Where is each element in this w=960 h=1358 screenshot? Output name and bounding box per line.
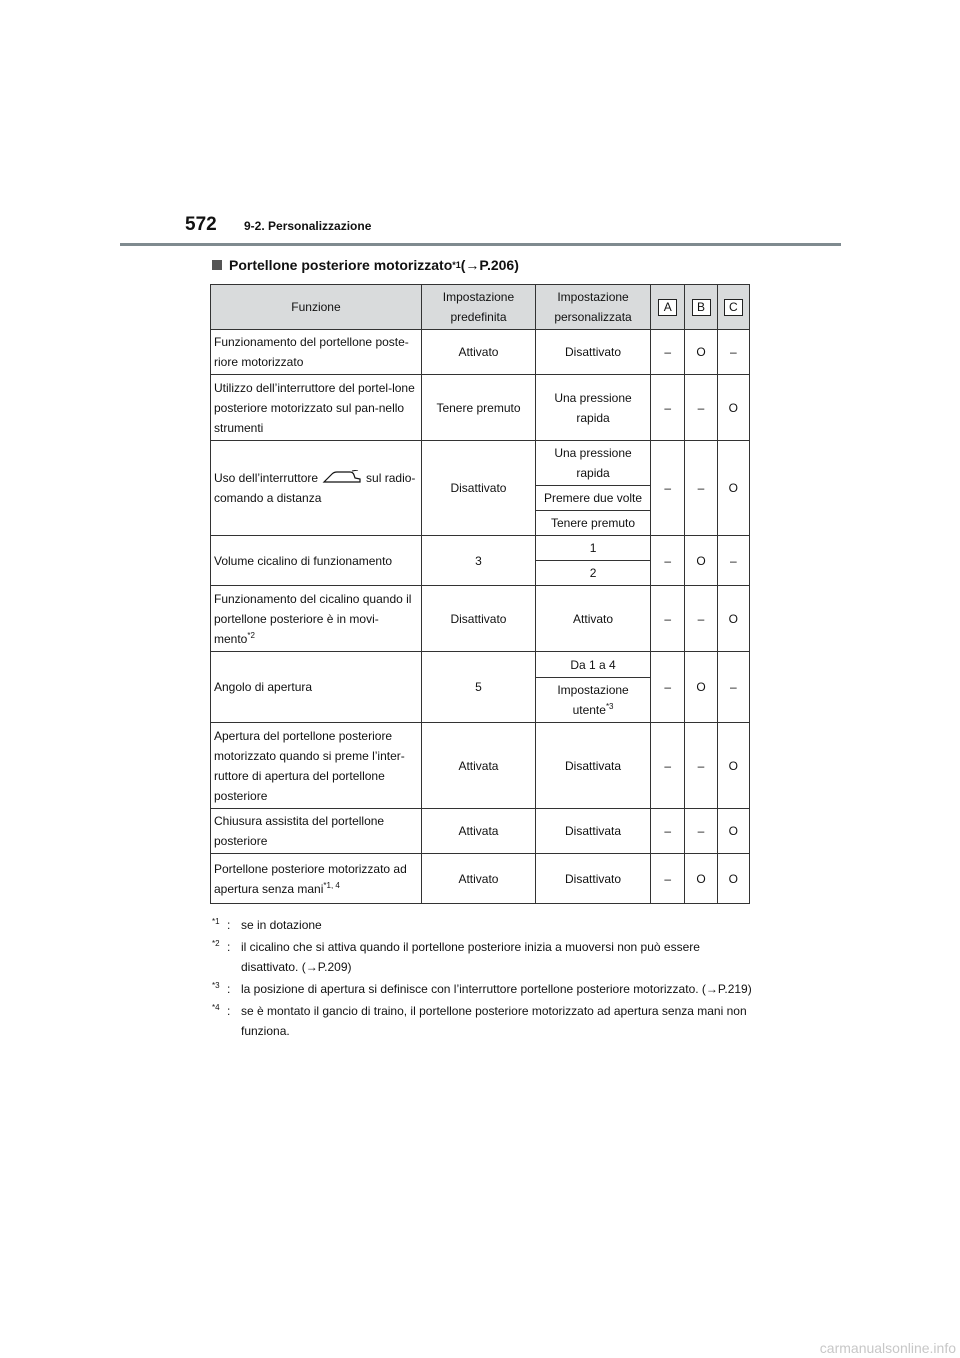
cell-default: Attivata xyxy=(421,809,535,854)
cell-default: 3 xyxy=(421,536,535,586)
cell-custom: Attivato xyxy=(536,586,651,652)
footnote: $^{*3}$ : la posizione di apertura si definisce con l’interruttore portellone posteriore motorizzato. (→P.219) xyxy=(212,981,752,996)
cell-custom: Disattivato xyxy=(536,854,651,904)
cell-default: Disattivato xyxy=(421,441,535,536)
cell-a: – xyxy=(651,586,685,652)
col-header-default: Impostazione predefinita xyxy=(421,285,535,330)
cell-b: – xyxy=(685,441,717,536)
table-row xyxy=(211,375,750,441)
cell-default: Tenere premuto xyxy=(421,375,535,441)
cell-custom: Una pressione rapida xyxy=(536,375,651,441)
settings-table xyxy=(210,284,750,904)
cell-a: – xyxy=(651,536,685,586)
cell-b: – xyxy=(685,586,717,652)
cell-a: – xyxy=(651,652,685,723)
col-header-c: C xyxy=(717,285,749,330)
cell-default: Attivata xyxy=(421,723,535,809)
cell-custom: Premere due volte xyxy=(536,486,651,511)
cell-function: Portellone posteriore motorizzato ad apertura senza mani$^{*1, 4}$ xyxy=(211,854,422,904)
cell-custom: Impostazione utente$^{*3}$ xyxy=(536,678,651,723)
heading-title: Portellone posteriore motorizzato xyxy=(229,257,453,273)
cell-b: – xyxy=(685,809,717,854)
cell-function: Apertura del portellone posteriore motorizzato quando si preme l’inter-ruttore di apertura del portellone posteriore xyxy=(211,723,422,809)
cell-c: O xyxy=(717,441,749,536)
cell-custom: Una pressione rapida xyxy=(536,441,651,486)
cell-c: – xyxy=(717,536,749,586)
header-divider xyxy=(120,243,841,246)
footnote: $^{*4}$ : se è montato il gancio di traino, il portellone posteriore motorizzato ad apertura senza mani non funziona. xyxy=(212,1003,747,1038)
cell-c: O xyxy=(717,854,749,904)
cell-b: O xyxy=(685,536,717,586)
cell-c: O xyxy=(717,375,749,441)
cell-default: Disattivato xyxy=(421,586,535,652)
col-header-funzione: Funzione xyxy=(211,285,422,330)
watermark: carmanualsonline.info xyxy=(819,1340,956,1356)
cell-custom: Da 1 a 4 xyxy=(536,652,651,678)
footnotes xyxy=(212,915,752,1043)
square-bullet-icon xyxy=(212,260,222,270)
cell-c: – xyxy=(717,330,749,375)
cell-c: – xyxy=(717,652,749,723)
cell-custom: Disattivata xyxy=(536,723,651,809)
cell-custom: Disattivata xyxy=(536,809,651,854)
cell-custom: Tenere premuto xyxy=(536,511,651,536)
cell-function: Chiusura assistita del portellone posteriore xyxy=(211,809,422,854)
col-header-custom: Impostazione personalizzata xyxy=(536,285,651,330)
table-row xyxy=(211,854,750,904)
cell-c: O xyxy=(717,809,749,854)
table-row xyxy=(211,441,750,486)
cell-a: – xyxy=(651,441,685,536)
cell-a: – xyxy=(651,375,685,441)
cell-b: O xyxy=(685,854,717,904)
cell-a: – xyxy=(651,809,685,854)
cell-c: O xyxy=(717,586,749,652)
footnote: $^{*2}$ : il cicalino che si attiva quando il portellone posteriore inizia a muoversi non può essere disattivato. (→P.209) xyxy=(212,939,700,974)
table-row xyxy=(211,536,750,561)
table-row xyxy=(211,652,750,678)
cell-default: Attivato xyxy=(421,330,535,375)
cell-function: Funzionamento del cicalino quando il portellone posteriore è in movi-mento$^{*2}$ xyxy=(211,586,422,652)
cell-custom: 1 xyxy=(536,536,651,561)
cell-a: – xyxy=(651,854,685,904)
section-label: 9-2. Personalizzazione xyxy=(244,219,372,233)
cell-b: O xyxy=(685,652,717,723)
cell-default: 5 xyxy=(421,652,535,723)
tailgate-switch-icon xyxy=(322,470,362,484)
table-row xyxy=(211,723,750,809)
cell-function: Angolo di apertura xyxy=(211,652,422,723)
col-header-b: B xyxy=(685,285,717,330)
cell-c: O xyxy=(717,723,749,809)
page-number: 572 xyxy=(185,214,217,235)
cell-a: – xyxy=(651,330,685,375)
cell-default: Attivato xyxy=(421,854,535,904)
cell-b: – xyxy=(685,375,717,441)
table-row xyxy=(211,586,750,652)
heading-footnote-mark: *1 xyxy=(452,260,461,270)
table-row xyxy=(211,330,750,375)
cell-a: – xyxy=(651,723,685,809)
cell-function: Volume cicalino di funzionamento xyxy=(211,536,422,586)
table-header-row xyxy=(211,285,750,330)
cell-function: Utilizzo dell’interruttore del portel-lone posteriore motorizzato sul pan-nello strumenti xyxy=(211,375,422,441)
cell-custom: 2 xyxy=(536,561,651,586)
footnote: $^{*1}$ : se in dotazione xyxy=(212,917,322,932)
heading-page-ref: (→P.206) xyxy=(460,257,519,273)
cell-b: O xyxy=(685,330,717,375)
cell-b: – xyxy=(685,723,717,809)
cell-function: Funzionamento del portellone poste-riore motorizzato xyxy=(211,330,422,375)
table-row xyxy=(211,809,750,854)
section-heading xyxy=(212,257,519,273)
col-header-a: A xyxy=(651,285,685,330)
cell-custom: Disattivato xyxy=(536,330,651,375)
cell-function: Uso dell’interruttore sul radio-comando a distanza xyxy=(211,441,422,536)
